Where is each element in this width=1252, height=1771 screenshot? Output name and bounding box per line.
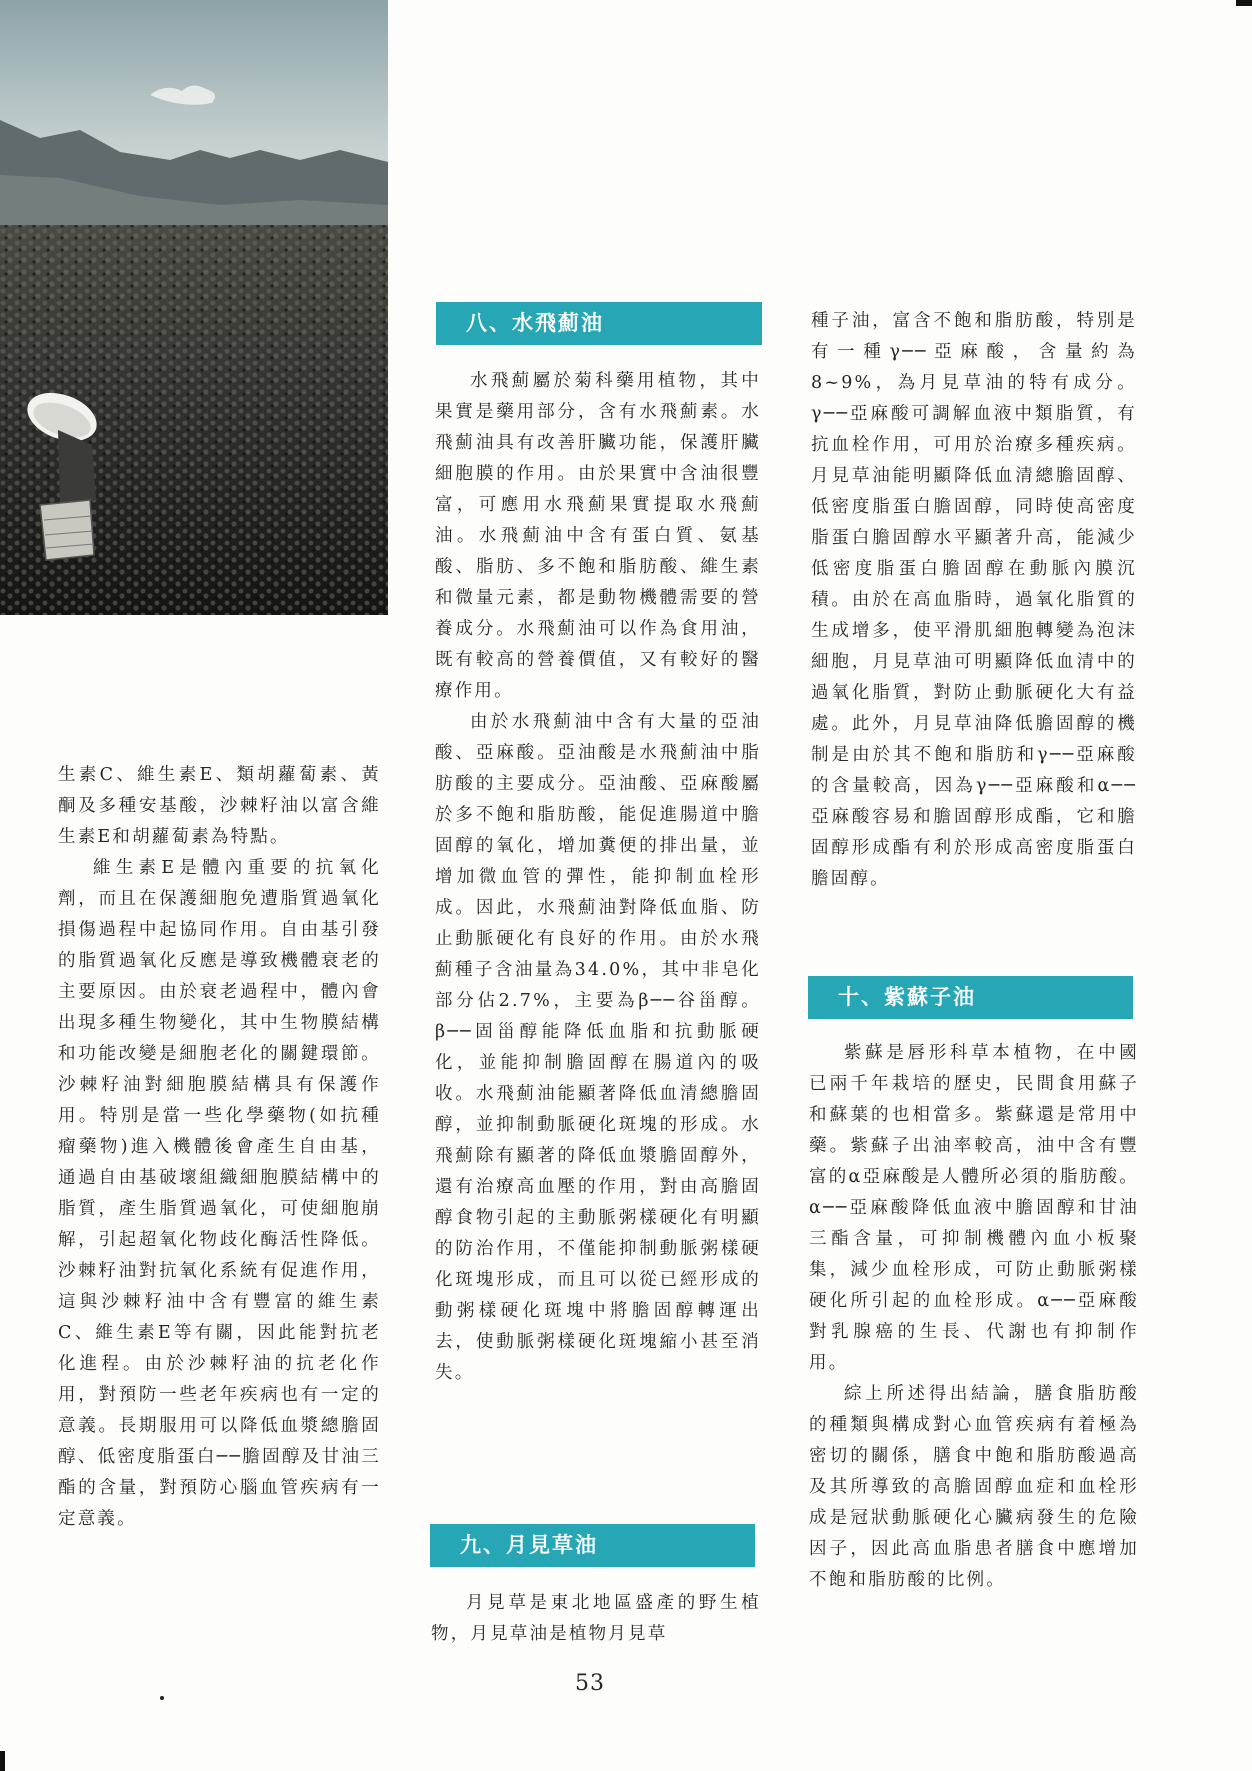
section-heading-8: 八、水飛薊油 [436, 302, 762, 345]
page-number: 53 [575, 1671, 605, 1696]
scan-dot [160, 1696, 164, 1700]
column-3-paragraph: 種子油，富含不飽和脂肪酸，特別是有一種γ──亞麻酸，含量約為8~9%，為月見草油的特有成分。γ──亞麻酸可調解血液中類脂質，有抗血栓作用，可用於治療多種疾病。月見草油能明顯降低血清總膽固醇、低密度脂蛋白膽固醇，同時使高密度脂蛋白膽固醇水平顯著升高，能減少低密度脂蛋白膽固醇在動脈內膜沉積。由於在高血脂時，過氧化脂質的生成增多，使平滑肌細胞轉變為泡沫細胞，月見草油可明顯降低血清中的過氧化脂質，對防止動脈硬化大有益處。此外，月見草油降低膽固醇的機制是由於其不飽和脂肪和γ──亞麻酸的含量較高，因為γ──亞麻酸和α──亞麻酸容易和膽固醇形成酯，它和膽固醇形成酯有利於形成高密度脂蛋白膽固醇。 [811, 311, 1137, 889]
column-2-paragraph: 由於水飛薊油中含有大量的亞油酸、亞麻酸。亞油酸是水飛薊油中脂肪酸的主要成分。亞油酸、亞麻酸屬於多不飽和脂肪酸，能促進腸道中膽固醇的氧化，增加糞便的排出量，並增加微血管的彈性，能抑制血栓形成。因此，水飛薊油對降低血脂、防止動脈硬化有良好的作用。由於水飛薊種子含油量為34.0%，其中非皂化部分佔2.7%，主要為β──谷甾醇。β──固甾醇能降低血脂和抗動脈硬化，並能抑制膽固醇在腸道內的吸收。水飛薊油能顯著降低血清總膽固醇，並抑制動脈硬化斑塊的形成。水飛薊除有顯著的降低血漿膽固醇外，還有治療高血壓的作用，對由高膽固醇食物引起的主動脈粥樣硬化有明顯的防治作用，不僅能抑制動脈粥樣硬化斑塊形成，而且可以從已經形成的動粥樣硬化斑塊中將膽固醇轉運出去，使動脈粥樣硬化斑塊縮小甚至消失。 [435, 712, 761, 1383]
field-photo-image [0, 0, 388, 615]
column-3 [811, 306, 1137, 895]
column-1 [58, 760, 381, 1535]
section-heading-10: 十、紫蘇子油 [808, 976, 1133, 1019]
column-1-paragraph: 維生素E是體內重要的抗氧化劑，而且在保護細胞免遭脂質過氧化損傷過程中起協同作用。自由基引發的脂質過氧化反應是導致機體衰老的主要原因。由於衰老過程中，體內會出現多種生物變化，其中生物膜結構和功能改變是細胞老化的關鍵環節。沙棘籽油對細胞膜結構具有保護作用。特別是當一些化學藥物(如抗種瘤藥物)進入機體後會產生自由基，通過自由基破壞組織細胞膜結構中的脂質，產生脂質過氧化，可使細胞崩解，引起超氧化物歧化酶活性降低。沙棘籽油對抗氧化系統有促進作用，這與沙棘籽油中含有豐富的維生素C、維生素E等有關，因此能對抗老化進程。由於沙棘籽油的抗老化作用，對預防一些老年疾病也有一定的意義。長期服用可以降低血漿總膽固醇、低密度脂蛋白──膽固醇及甘油三酯的含量，對預防心腦血管疾病有一定意義。 [58, 858, 381, 1529]
column-3-bottom [809, 1038, 1139, 1596]
column-3-paragraph: 紫蘇是唇形科草本植物，在中國已兩千年栽培的歷史，民間食用蘇子和蘇葉的也相當多。紫蘇還是常用中藥。紫蘇子出油率較高，油中含有豐富的α亞麻酸是人體所必須的脂肪酸。α──亞麻酸降低血液中膽固醇和甘油三酯含量，可抑制機體內血小板聚集，減少血栓形成，可防止動脈粥樣硬化所引起的血栓形成。α──亞麻酸對乳腺癌的生長、代謝也有抑制作用。 [809, 1043, 1139, 1373]
column-2-paragraph: 月見草是東北地區盛產的野生植物，月見草油是植物月見草 [431, 1593, 761, 1644]
column-2-bottom [431, 1588, 761, 1650]
column-1-paragraph: 生素C、維生素E、類胡蘿蔔素、黃酮及多種安基酸，沙棘籽油以富含維生素E和胡蘿蔔素為特點。 [58, 765, 381, 847]
scan-corner-mark [0, 1751, 5, 1771]
field-photo [0, 0, 388, 615]
column-2 [435, 366, 761, 1389]
section-heading-9: 九、月見草油 [430, 1524, 755, 1567]
column-2-paragraph: 水飛薊屬於菊科藥用植物，其中果實是藥用部分，含有水飛薊素。水飛薊油具有改善肝臟功能，保護肝臟細胞膜的作用。由於果實中含油很豐富，可應用水飛薊果實提取水飛薊油。水飛薊油中含有蛋白質、氨基酸、脂肪、多不飽和脂肪酸、維生素和微量元素，都是動物機體需要的營養成分。水飛薊油可以作為食用油，既有較高的營養價值，又有較好的醫療作用。 [435, 371, 761, 701]
column-3-paragraph: 綜上所述得出結論，膳食脂肪酸的種類與構成對心血管疾病有着極為密切的關係，膳食中飽和脂肪酸過高及其所導致的高膽固醇血症和血栓形成是冠狀動脈硬化心臟病發生的危險因子，因此高血脂患者膳食中應增加不飽和脂肪酸的比例。 [809, 1384, 1139, 1590]
scan-corner-mark [1236, 0, 1252, 6]
